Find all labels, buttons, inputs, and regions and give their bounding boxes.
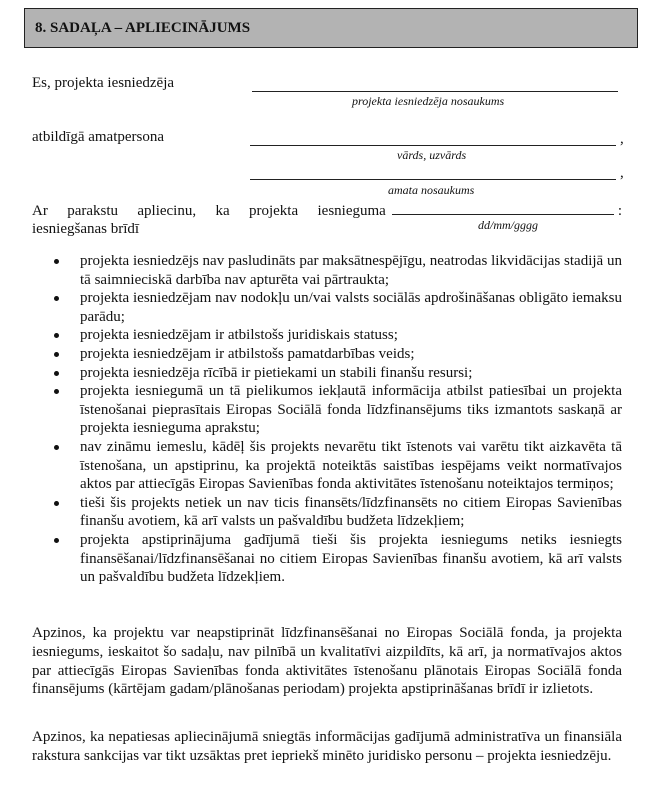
acknowledgement-colon: : <box>617 203 622 219</box>
list-item: projekta iesniedzēja rīcībā ir pietiekami un stabili finanšu resursi; <box>32 364 622 383</box>
official-position-field[interactable] <box>250 179 616 180</box>
official-label: atbildīgā amatpersona <box>32 129 165 145</box>
declaration-list <box>32 252 622 587</box>
list-item: projekta iesniegumā un tā pielikumos iekļautā informācija atbilst patiesībai un projekta īstenošanai pieprasītais Eiropas Sociālā fonda līdzfinansējums tiks izmantots saskaņā ar projekta iesnieguma aprakstu; <box>32 382 622 438</box>
comma-1: , <box>620 131 624 147</box>
section-title: 8. SADAĻA – APLIECINĀJUMS <box>35 20 251 36</box>
bullet-icon <box>54 352 59 357</box>
list-item: nav zināmu iemeslu, kādēļ šis projekts nevarētu tikt īstenots vai varētu tikt aizkavēta tā īstenošana, un apstiprinu, ka projektā noteiktās saistības iespējams veikt normatīvajos aktos par attiecīgās Eiropas Savienības fonda aktivitātes īstenošanu noteiktajos termiņos; <box>32 438 622 494</box>
bullet-icon <box>54 371 59 376</box>
list-item: projekta iesniedzējs nav pasludināts par maksātnespējīgu, neatrodas likvidācijas stadijā un tā saimnieciskā darbība nav apturēta vai pārtraukta; <box>32 252 622 289</box>
paragraph-rejection-notice: Apzinos, ka projektu var neapstiprināt līdzfinansēšanai no Eiropas Sociālā fonda, ja projekta iesniegums, ieskaitot šo sadaļu, nav pilnībā un kvalitatīvi aizpildīts, kā arī, ja normatīvajos aktos par attiecīgās Eiropas Savienības fonda aktivitātes īstenošanu plānotais Eiropas Sociālā fonda finansējums (kārtējam gadam/plānošanas periodam) projekta apstiprināšanas brīdī ir izlietots. <box>32 625 622 698</box>
applicant-label: Es, projekta iesniedzēja <box>32 75 175 91</box>
bullet-icon <box>54 445 59 450</box>
bullet-icon <box>54 389 59 394</box>
bullet-icon <box>54 259 59 264</box>
bullet-icon <box>54 296 59 301</box>
applicant-name-field[interactable] <box>252 91 618 92</box>
bullet-icon <box>54 501 59 506</box>
paragraph-sanctions-notice: Apzinos, ka nepatiesas apliecinājumā sniegtās informācijas gadījumā administratīva un finansiāla rakstura sankcijas var tikt uzsāktas pret iepriekš minēto juridisko personu – projekta iesniedzēju. <box>32 729 622 764</box>
bullet-icon <box>54 538 59 543</box>
official-name-hint: vārds, uzvārds <box>397 148 467 162</box>
official-name-field[interactable] <box>250 145 616 146</box>
list-item: projekta iesniedzējam ir atbilstošs pamatdarbības veids; <box>32 345 622 364</box>
section-header <box>24 8 638 48</box>
comma-2: , <box>620 165 624 181</box>
acknowledgement-line-2: iesniegšanas brīdī <box>32 221 140 237</box>
date-hint: dd/mm/gggg <box>478 218 538 232</box>
list-item: projekta apstiprinājuma gadījumā tieši šis projekta iesniegums netiks iesniegts finansēšanai/līdzfinansēšanai no citiem Eiropas Savienības finanšu avotiem, kā arī valsts un pašvaldību budžeta līdzekļiem. <box>32 531 622 587</box>
applicant-name-hint: projekta iesniedzēja nosaukums <box>352 94 505 108</box>
list-item: projekta iesniedzējam nav nodokļu un/vai valsts sociālās apdrošināšanas obligāto iemaksu parādu; <box>32 289 622 326</box>
list-item: projekta iesniedzējam ir atbilstošs juridiskais statuss; <box>32 326 622 345</box>
acknowledgement-line-1: Ar parakstu apliecinu, ka projekta iesnieguma <box>32 203 386 219</box>
official-position-hint: amata nosaukums <box>388 183 475 197</box>
date-field[interactable] <box>392 200 614 215</box>
bullet-icon <box>54 333 59 338</box>
list-item: tieši šis projekts netiek un nav ticis finansēts/līdzfinansēts no citiem Eiropas Savienības finanšu avotiem, kā arī valsts un pašvaldību budžeta līdzekļiem; <box>32 494 622 531</box>
